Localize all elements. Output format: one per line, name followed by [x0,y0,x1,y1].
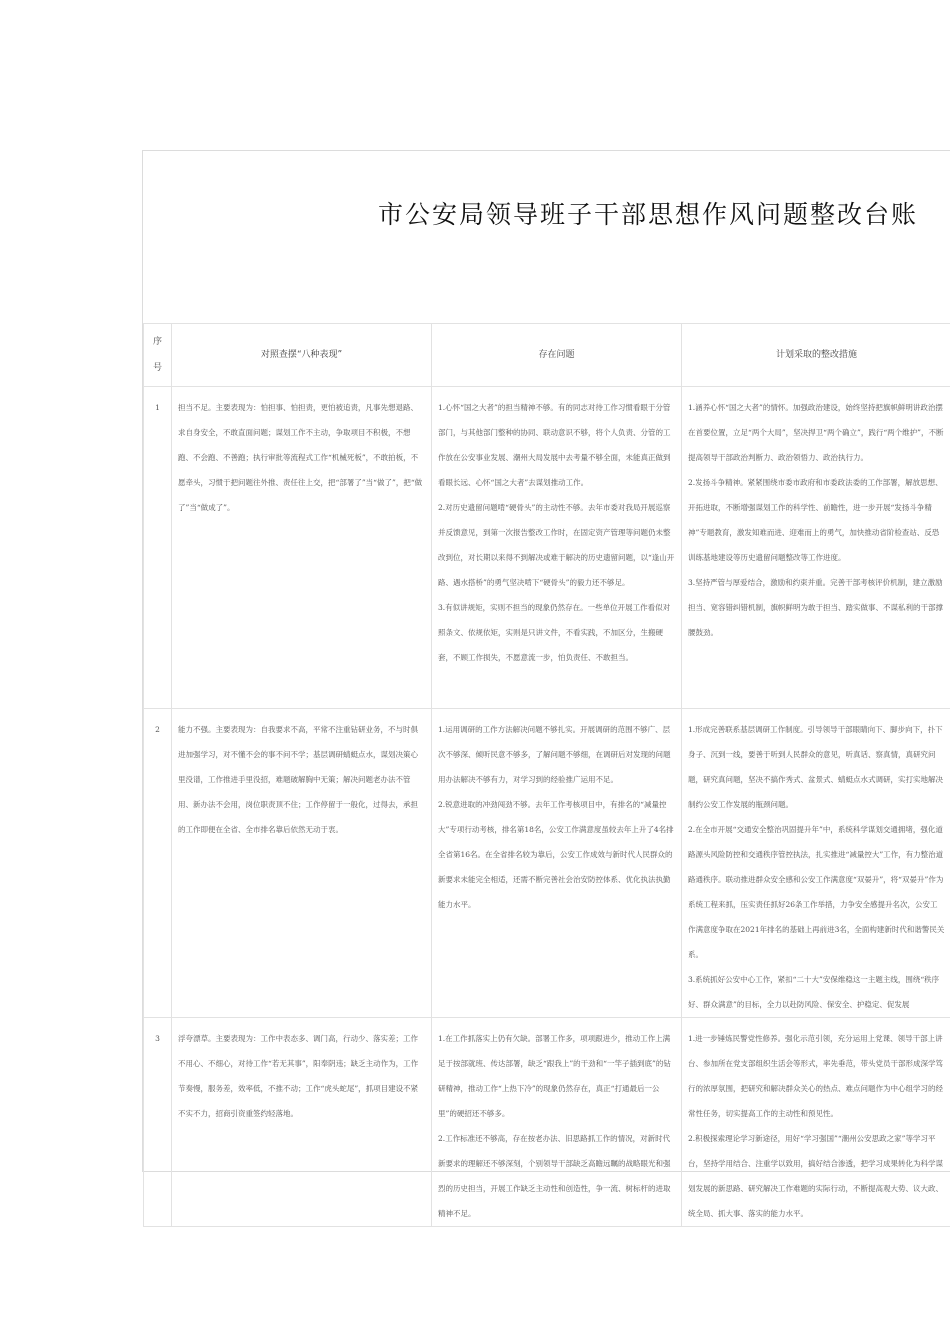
row-measures-cell [682,709,950,1018]
header-seq: 序号 [144,324,172,387]
header-eight-behaviors: 对照查摆“八种表现” [172,324,432,387]
row-behavior-cell: 能力不强。主要表现为：自我要求不高，平常不注重钻研业务，不与时俱进加强学习，对不懂不会的事不问不学；基层调研蜻蜓点水，谋划决策心里没谱，工作推进手里没招，难题破解胸中无策；解决问题老办法不管用、新办法不会用，岗位职责顶不住；工作停留于一般化，过得去，承担的工作即便在全省、全市排名靠后依然无动于衷。 [172,709,432,1018]
row-measures-cell [682,387,950,709]
header-existing-problems: 存在问题 [432,324,682,387]
table-row [144,1018,950,1227]
measure-item: 2.发扬斗争精神。紧紧围绕市委市政府和市委政法委的工作部署，解放思想、开拓进取，不断增强谋划工作的科学性、前瞻性，进一步开展“发扬斗争精神”专题教育，激发知难而进、迎难而上的勇气，加快推动省阶检查站、反恐训练基地建设等历史遗留问题整改等工作进度。 [688,478,943,562]
ledger-sheet [142,150,950,1218]
row-measures-cell [682,1018,950,1227]
measure-item: 3.系统抓好公安中心工作，紧扣“二十大”安保维稳这一主题主线，围绕“秩序好、群众满意”的目标，全力以赴防风险、保安全、护稳定、促发展 [688,975,940,1009]
table-header-row [144,324,950,387]
row-seq: 1 [144,387,172,709]
problem-item: 1.运用调研的工作方法解决问题不够扎实。开展调研的范围不够广、层次不够深、倾听民意不够多，了解问题不够细，在调研后对发现的问题用办法解决不够有力，对学习到的经验推广运用不足。 [438,725,671,784]
measure-item: 2.积极探索理论学习新途径，用好“学习强国”“潮州公安思政之家”等学习平台，坚持学用结合、注重学以致用，搞好结合渗透，把学习成果转化为科学谋划发展的新思路、研究解决工作难题的实际行动，不断提高观大势、议大政、统全局、抓大事、落实的能力水平。 [688,1134,943,1218]
problem-item: 1.在工作抓落实上仍有欠缺。部署工作多，项项跟进少，推动工作上满足于按部就班、传达部署，缺乏“跟我上”的干劲和“一竿子插到底”的钻研精神，推动工作“上热下冷”的现象仍然存在，真正“打通最后一公里”的硬招还不够多。 [438,1034,671,1118]
table-row [144,387,950,709]
problem-item: 2.对历史遗留问题啃“硬骨头”的主动性不够。去年市委对我局开展巡察并反馈意见，到第一次报告整改工作时，在固定资产管理等问题仍未整改到位，对长期以来得不到解决或难于解决的历史遗留问题，以“逢山开路、遇水搭桥”的勇气坚决啃下“硬骨头”的毅力还不够足。 [438,503,675,587]
row-seq: 3 [144,1018,172,1227]
header-rectification-measures: 计划采取的整改措施 [682,324,950,387]
row-problems-cell [432,709,682,1018]
row-seq: 2 [144,709,172,1018]
measure-item: 1.形成完善联系基层调研工作制度。引导领导干部眼睛向下、脚步向下，扑下身子、沉到一线，要善于听到人民群众的意见，听真话、察真情，真研究问题，研究真问题，坚决不搞作秀式、盆景式、蜻蜓点水式调研，实打实地解决制约公安工作发展的瓶颈问题。 [688,725,943,809]
row-behavior-cell: 担当不足。主要表现为：怕担事、怕担责，更怕被追责，凡事先想退路、求自身安全，不敢直面问题；谋划工作不主动，争取项目不积极，不想跑、不会跑、不善跑；执行审批等流程式工作“机械死板”，不敢拍板，不愿牵头，习惯于把问题往外推、责任往上交，把“部署了”当“做了”，把“做了”当“做成了”。 [172,387,432,709]
measure-item: 1.进一步锤炼民警党性修养。强化示范引领，充分运用上党课、领导干部上讲台、参加所在党支部组织生活会等形式，率先垂范，带头党员干部形成深学笃行的浓厚氛围，把研究和解决群众关心的热点、难点问题作为中心组学习的经常性任务，切实提高工作的主动性和预见性。 [688,1034,943,1118]
rectification-table [143,323,950,1227]
problem-item: 3.有似讲规矩，实则不担当的现象仍然存在。一些单位开展工作看似对照条文、依规依矩，实则是只讲文件，不看实践，不加区分，生搬硬套，不顾工作损失，不愿意流一步，怕负责任、不敢担当。 [438,603,671,662]
title-row [143,151,950,324]
row-problems-cell [432,387,682,709]
measure-item: 1.涵养心怀“国之大者”的情怀。加强政治建设，始终坚持把旗帜鲜明讲政治摆在首要位置，立足“两个大局”，坚决捍卫“两个确立”，践行“两个维护”，不断提高领导干部政治判断力、政治领悟力、政治执行力。 [688,403,944,462]
document-title: 市公安局领导班子干部思想作风问题整改台账 [378,200,919,229]
measure-item: 3.坚持严管与厚爱结合，激励和约束并重。完善干部考核评价机制，建立激励担当、宽容错纠错机制，旗帜鲜明为敢于担当、踏实做事、不谋私利的干部撑腰鼓劲。 [688,578,943,637]
table-row [144,709,950,1018]
problem-item: 2.锐意进取的冲劲闯劲不够。去年工作考核项目中，有排名的“减量控大”专项行动考核，排名第18名，公安工作满意度虽较去年上升了4名排全省第16名。在全省排名较为靠后，公安工作成效与新时代人民群众的新要求未能完全相适，还需不断完善社会治安防控体系、优化执法执勤能力水平。 [438,800,674,909]
row-problems-cell [432,1018,682,1227]
problem-item: 1.心怀“国之大者”的担当精神不够。有的同志对待工作习惯看眼于分管部门，与其他部门整种的协同、联动意识不够，将个人负责、分管的工作放在公安事业发展、潮州大局发展中去考量不够全面，未能真正做到看眼长远、心怀“国之大者”去谋划推动工作。 [438,403,671,487]
measure-item: 2.在全市开展“交通安全整治巩固提升年”中，系统科学谋划交通拥堵，强化道路源头风险防控和交通秩序管控执法，扎实推进“减量控大”工作，有力整治道路通秩序。联动推进群众安全感和公安工作满意度“双晏升”，将“双晏升”作为系统工程来抓，压实责任抓好26条工作举措，力争安全感提升名次，公安工作满意度争取在2021年排名的基础上再前进3名，全面构建新时代和谐警民关系。 [688,825,945,959]
row-behavior-cell: 浮夸漂草。主要表现为：工作中表态多、调门高，行动少、落实差；工作不用心、不细心，对待工作“若无其事”，阳奉阴违；缺乏主动作为，工作节奏慢，服务差，效率低，不推不动；工作“虎头蛇尾”，抓项目建设不紧不实不力，招商引资重签约轻落地。 [172,1018,432,1227]
problem-item: 2.工作标准还不够高，存在按老办法、旧思路抓工作的情况，对新时代新要求的理解还不够深刻，个别领导干部缺乏高瞻远瞩的战略眼光和强烈的历史担当，开展工作缺乏主动性和创造性，争一流、树标杆的进取精神不足。 [438,1134,671,1218]
